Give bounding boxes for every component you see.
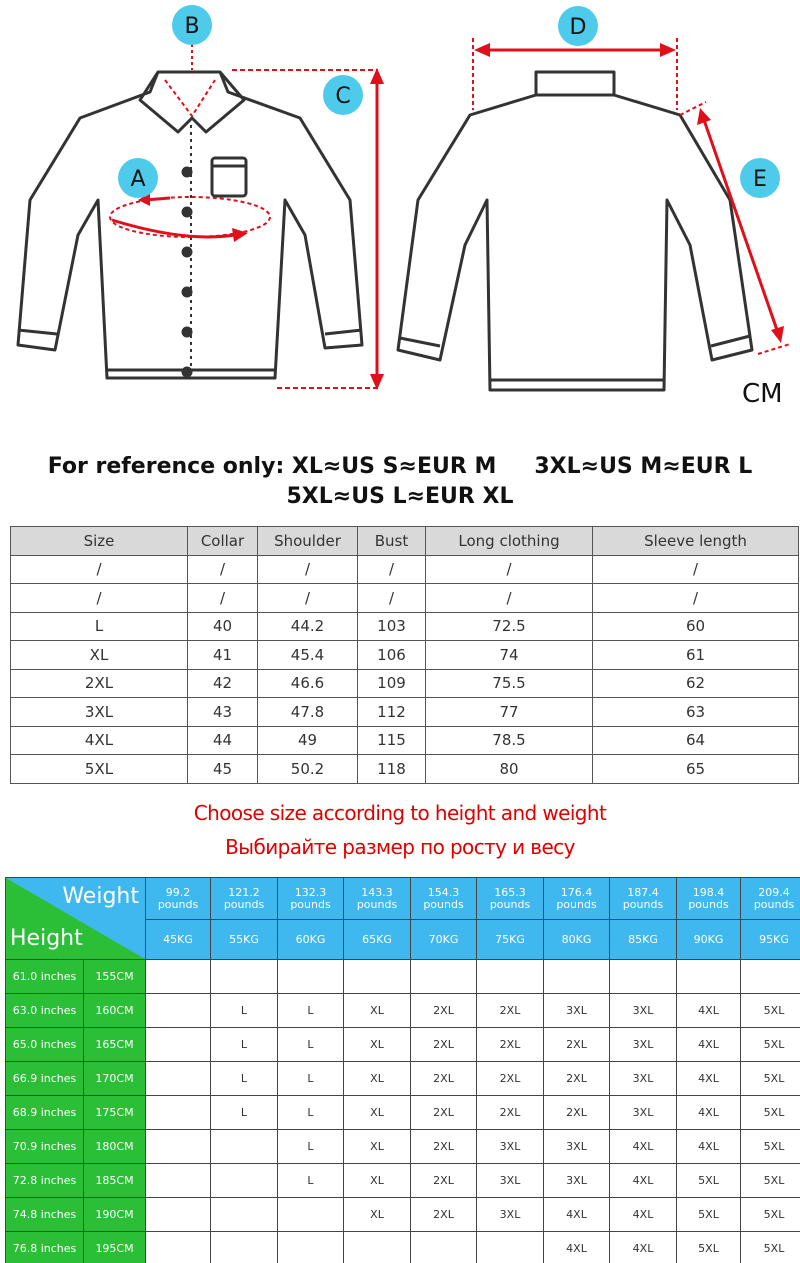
size-table-cell: 40 [188,612,258,641]
recommended-size-cell: XL [344,1096,411,1130]
recommended-size-cell: XL [344,994,411,1028]
recommended-size-cell: 5XL [741,1028,800,1062]
size-table-cell: L [11,612,188,641]
size-table-cell: / [426,555,593,584]
weight-pounds-unit: pounds [356,897,398,911]
size-table-row [11,698,799,727]
height-label: Height [10,926,83,951]
recommended-size-cell [146,1164,211,1198]
recommended-size-cell [211,960,278,994]
size-table-cell: 42 [188,669,258,698]
recommended-size-cell [146,1198,211,1232]
weight-pounds-value: 154.3 [427,885,460,899]
size-table-cell: / [593,555,799,584]
size-table-cell: 60 [593,612,799,641]
size-table-header: Size [11,527,188,556]
recommended-size-cell [146,1232,211,1263]
shirt-measurement-diagram [0,0,800,420]
size-table-row [11,726,799,755]
height-row [6,1028,800,1062]
size-table-cell: 109 [358,669,426,698]
height-inches-cell: 76.8 inches [6,1232,84,1263]
recommended-size-cell: 4XL [544,1232,610,1263]
size-table-cell: 61 [593,641,799,670]
size-table-cell: / [358,555,426,584]
height-cm-cell: 195CM [84,1232,146,1263]
recommended-size-cell: 5XL [741,1130,800,1164]
recommended-size-cell: XL [344,1198,411,1232]
recommended-size-cell: 3XL [610,1096,677,1130]
recommended-size-cell: 4XL [677,1062,741,1096]
weight-pounds-header [344,878,411,920]
recommended-size-cell: 3XL [544,994,610,1028]
size-table-cell: 115 [358,726,426,755]
size-table-cell: 45.4 [258,641,358,670]
height-row [6,1198,800,1232]
size-table-header: Shoulder [258,527,358,556]
size-table-cell: 47.8 [258,698,358,727]
svg-text:C: C [335,84,351,109]
recommended-size-cell: 4XL [544,1198,610,1232]
choose-note-ru: Выбирайте размер по росту и весу [225,835,575,859]
weight-pounds-unit: pounds [556,897,597,911]
size-table-cell: 62 [593,669,799,698]
size-table-cell: 63 [593,698,799,727]
recommended-size-cell: 4XL [610,1164,677,1198]
recommended-size-cell: L [278,1096,344,1130]
size-table-cell: 112 [358,698,426,727]
weight-kg-header: 60KG [278,920,344,960]
recommended-size-cell: L [278,1164,344,1198]
weight-pounds-value: 187.4 [627,885,659,899]
weight-pounds-header [477,878,544,920]
recommended-size-cell: XL [344,1164,411,1198]
size-table-cell: / [258,555,358,584]
badge-c [323,75,363,115]
recommended-size-cell: 2XL [477,1028,544,1062]
size-table-header: Sleeve length [593,527,799,556]
size-table-cell: 4XL [11,726,188,755]
recommended-size-cell: 2XL [411,1130,477,1164]
recommended-size-cell [146,994,211,1028]
recommended-size-cell: 3XL [610,1028,677,1062]
recommended-size-cell: 5XL [677,1164,741,1198]
recommended-size-cell [146,960,211,994]
size-table-cell: 106 [358,641,426,670]
size-table-cell: / [593,584,799,613]
recommended-size-cell: L [278,1028,344,1062]
height-row [6,1130,800,1164]
size-table-cell: 3XL [11,698,188,727]
recommended-size-cell: 5XL [677,1198,741,1232]
height-cm-cell: 160CM [84,994,146,1028]
weight-pounds-unit: pounds [753,897,795,911]
reference-line1-part2: 3XL≈US M≈EUR L [534,454,753,479]
recommended-size-cell: L [211,1096,278,1130]
weight-kg-header: 95KG [741,920,800,960]
size-table-cell: 46.6 [258,669,358,698]
recommended-size-cell: 5XL [741,1164,800,1198]
weight-pounds-value: 132.3 [294,885,327,899]
weight-pounds-value: 176.4 [560,885,593,899]
recommended-size-cell [411,1232,477,1263]
recommended-size-cell [344,960,411,994]
size-table-cell: / [188,584,258,613]
size-table-cell: 64 [593,726,799,755]
weight-pounds-header [278,878,344,920]
recommended-size-cell: 2XL [411,1198,477,1232]
choose-note-en: Choose size according to height and weight [193,801,607,825]
size-table-cell: 77 [426,698,593,727]
recommended-size-cell: 2XL [411,1164,477,1198]
size-table-row [11,755,799,784]
recommended-size-cell: 3XL [610,1062,677,1096]
weight-kg-header: 75KG [477,920,544,960]
recommended-size-cell: 4XL [677,1130,741,1164]
size-table-row [11,584,799,613]
recommended-size-cell [211,1164,278,1198]
recommended-size-cell: 4XL [610,1232,677,1263]
weight-pounds-header [146,878,211,920]
recommended-size-cell: 5XL [741,1198,800,1232]
height-inches-cell: 72.8 inches [6,1164,84,1198]
badge-d [558,6,598,46]
recommended-size-cell: 4XL [677,1028,741,1062]
size-table-cell: 2XL [11,669,188,698]
size-table-cell: / [258,584,358,613]
recommended-size-cell [146,1096,211,1130]
height-cm-cell: 170CM [84,1062,146,1096]
size-table-cell: / [11,555,188,584]
size-table-cell: / [11,584,188,613]
weight-pounds-unit: pounds [622,897,664,911]
recommended-size-cell: 4XL [677,994,741,1028]
size-table-header: Bust [358,527,426,556]
weight-kg-header: 85KG [610,920,677,960]
reference-line2: 5XL≈US L≈EUR XL [286,484,514,509]
recommended-size-cell [146,1062,211,1096]
height-cm-cell: 185CM [84,1164,146,1198]
height-inches-cell: 65.0 inches [6,1028,84,1062]
recommended-size-cell [741,960,800,994]
recommended-size-cell: L [211,1062,278,1096]
size-table-row [11,641,799,670]
height-inches-cell: 68.9 inches [6,1096,84,1130]
recommended-size-cell: L [278,994,344,1028]
height-inches-cell: 63.0 inches [6,994,84,1028]
recommended-size-cell: XL [344,1028,411,1062]
recommended-size-cell: 5XL [741,994,800,1028]
weight-pounds-value: 165.3 [494,885,526,899]
size-table-cell: XL [11,641,188,670]
recommended-size-cell [477,960,544,994]
recommended-size-cell: 2XL [411,1028,477,1062]
weight-label: Weight [62,884,139,909]
recommended-size-cell [211,1130,278,1164]
recommended-size-cell: 4XL [610,1130,677,1164]
size-table-cell: / [358,584,426,613]
weight-pounds-value: 99.2 [165,885,191,899]
height-inches-cell: 74.8 inches [6,1198,84,1232]
size-table-cell: 78.5 [426,726,593,755]
weight-pounds-value: 209.4 [758,885,790,899]
weight-pounds-header [741,878,800,920]
recommended-size-cell [146,1130,211,1164]
height-row [6,1096,800,1130]
badge-a [118,158,158,198]
size-table-cell: 45 [188,755,258,784]
size-table-cell: 49 [258,726,358,755]
recommended-size-cell: 5XL [677,1232,741,1263]
recommended-size-cell: 2XL [411,1062,477,1096]
recommended-size-cell: 3XL [544,1164,610,1198]
recommended-size-cell [344,1232,411,1263]
recommended-size-cell: 5XL [741,1232,800,1263]
weight-pounds-value: 198.4 [692,885,725,899]
choose-size-note [0,796,800,864]
unit-label: CM [742,379,783,409]
size-table-cell: 75.5 [426,669,593,698]
recommended-size-cell [411,960,477,994]
recommended-size-cell: 2XL [477,1096,544,1130]
reference-line1-part1: For reference only: XL≈US S≈EUR M [47,454,497,479]
size-table-cell: 41 [188,641,258,670]
recommended-size-cell [278,1198,344,1232]
height-cm-cell: 165CM [84,1028,146,1062]
recommended-size-cell: 3XL [610,994,677,1028]
size-table-header: Collar [188,527,258,556]
height-row [6,1232,800,1263]
size-table-row [11,612,799,641]
recommended-size-cell: 2XL [411,1096,477,1130]
recommended-size-cell: 2XL [477,1062,544,1096]
weight-kg-header: 80KG [544,920,610,960]
weight-pounds-header [211,878,278,920]
recommended-size-cell: 2XL [411,994,477,1028]
svg-text:B: B [184,14,200,39]
size-table-cell: 50.2 [258,755,358,784]
weight-kg-header: 90KG [677,920,741,960]
recommended-size-cell: 3XL [477,1198,544,1232]
svg-text:D: D [569,15,587,40]
weight-pounds-header [610,878,677,920]
weight-kg-header: 55KG [211,920,278,960]
recommended-size-cell: 2XL [477,994,544,1028]
recommended-size-cell: 4XL [677,1096,741,1130]
height-inches-cell: 66.9 inches [6,1062,84,1096]
weight-pounds-unit: pounds [688,897,729,911]
recommended-size-cell [211,1198,278,1232]
recommended-size-cell: 2XL [544,1062,610,1096]
size-table-cell: 43 [188,698,258,727]
weight-kg-header: 45KG [146,920,211,960]
recommended-size-cell [677,960,741,994]
recommended-size-cell: 3XL [477,1164,544,1198]
recommended-size-cell [544,960,610,994]
height-cm-cell: 190CM [84,1198,146,1232]
size-table-cell: 72.5 [426,612,593,641]
size-table-row [11,555,799,584]
size-table-cell: 118 [358,755,426,784]
height-weight-table [5,877,800,1263]
size-table-cell: 44.2 [258,612,358,641]
recommended-size-cell: XL [344,1062,411,1096]
recommended-size-cell: L [278,1062,344,1096]
recommended-size-cell: 5XL [741,1096,800,1130]
weight-pounds-header [411,878,477,920]
weight-kg-header: 65KG [344,920,411,960]
recommended-size-cell: L [211,1028,278,1062]
recommended-size-cell: L [278,1130,344,1164]
recommended-size-cell: 3XL [477,1130,544,1164]
weight-pounds-unit: pounds [223,897,265,911]
recommended-size-cell [477,1232,544,1263]
height-row [6,994,800,1028]
badge-b [172,5,212,45]
weight-pounds-header [544,878,610,920]
size-table-cell: 65 [593,755,799,784]
size-table-row [11,669,799,698]
size-table-cell: 5XL [11,755,188,784]
size-table-cell: / [426,584,593,613]
recommended-size-cell [278,1232,344,1263]
size-measurement-table [10,526,799,784]
size-table-cell: 80 [426,755,593,784]
weight-pounds-unit: pounds [423,897,464,911]
recommended-size-cell: L [211,994,278,1028]
weight-kg-header: 70KG [411,920,477,960]
size-table-cell: 44 [188,726,258,755]
recommended-size-cell: 4XL [610,1198,677,1232]
recommended-size-cell [146,1028,211,1062]
recommended-size-cell: XL [344,1130,411,1164]
height-cm-cell: 175CM [84,1096,146,1130]
weight-pounds-value: 121.2 [228,885,260,899]
reference-note [0,452,800,512]
height-row [6,1062,800,1096]
weight-pounds-unit: pounds [290,897,331,911]
recommended-size-cell [278,960,344,994]
shirt-front-icon [18,72,362,378]
weight-pounds-unit: pounds [489,897,531,911]
height-inches-cell: 61.0 inches [6,960,84,994]
svg-text:E: E [753,167,767,192]
weight-pounds-header [677,878,741,920]
recommended-size-cell [211,1232,278,1263]
size-table-header: Long clothing [426,527,593,556]
svg-text:A: A [130,167,146,192]
recommended-size-cell: 5XL [741,1062,800,1096]
size-table-cell: 103 [358,612,426,641]
height-cm-cell: 180CM [84,1130,146,1164]
recommended-size-cell: 2XL [544,1028,610,1062]
size-table-cell: 74 [426,641,593,670]
weight-pounds-unit: pounds [157,897,199,911]
height-inches-cell: 70.9 inches [6,1130,84,1164]
recommended-size-cell: 3XL [544,1130,610,1164]
recommended-size-cell [610,960,677,994]
weight-pounds-value: 143.3 [361,885,393,899]
recommended-size-cell: 2XL [544,1096,610,1130]
size-table-cell: / [188,555,258,584]
badge-e [740,158,780,198]
height-cm-cell: 155CM [84,960,146,994]
height-row [6,960,800,994]
weight-height-corner [6,878,146,960]
height-row [6,1164,800,1198]
